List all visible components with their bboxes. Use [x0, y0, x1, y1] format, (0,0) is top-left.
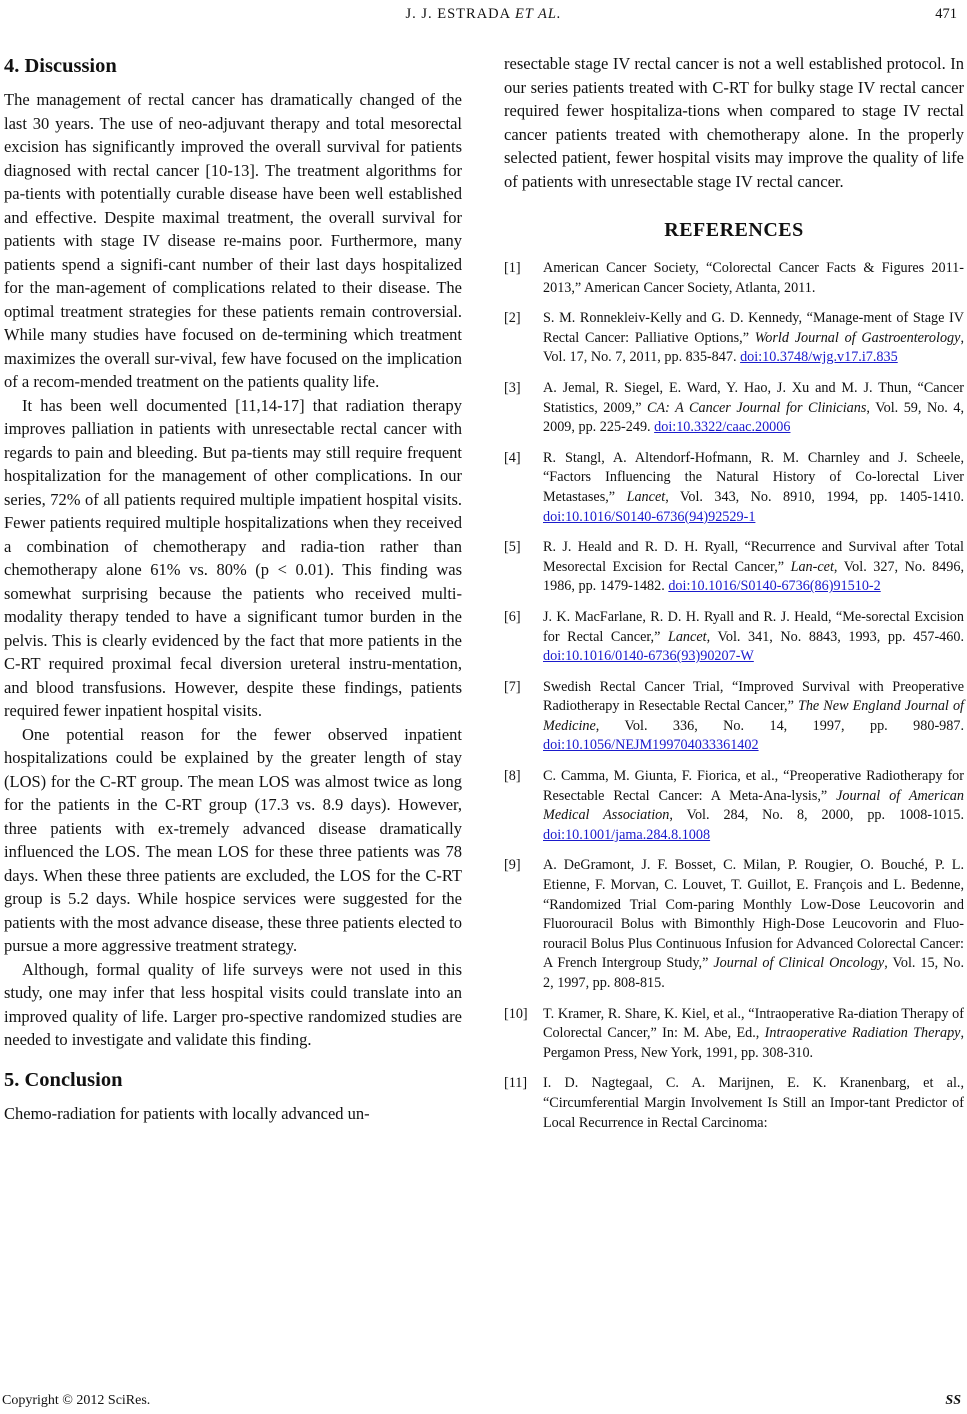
- reference-details: , Vol. 59, No. 4, 2009, pp. 225-249.: [543, 399, 964, 436]
- reference-text: [543, 678, 964, 756]
- reference-text: [543, 538, 964, 597]
- reference-details: , Vol. 17, No. 7, 2011, pp. 835-847.: [543, 329, 964, 366]
- conclusion-heading: 5. Conclusion: [4, 1068, 123, 1091]
- reference-source-title: Lancet: [667, 628, 707, 645]
- reference-number: [7]: [504, 678, 521, 695]
- reference-citation: Swedish Rectal Cancer Trial, “Improved Survival with Preoperative Radiotherapy in Resectable Rectal Cancer,”: [543, 678, 964, 715]
- running-head: [0, 4, 967, 24]
- reference-text: [543, 259, 964, 298]
- reference-text: [543, 309, 964, 368]
- reference-number: [10]: [504, 1005, 528, 1022]
- reference-item: [504, 259, 964, 298]
- reference-item: [504, 309, 964, 368]
- reference-number: [3]: [504, 379, 521, 396]
- references-heading: REFERENCES: [664, 219, 804, 241]
- reference-item: [504, 678, 964, 756]
- reference-source-title: CA: A Cancer Journal for Clinicians: [647, 399, 867, 416]
- discussion-heading: 4. Discussion: [4, 55, 117, 77]
- page-number: 471: [935, 6, 957, 22]
- reference-number: [4]: [504, 449, 521, 466]
- author-prefix: J. J. ESTRADA: [405, 6, 511, 22]
- discussion-paragraph: The management of rectal cancer has dramatically changed of the last 30 years. The use of neo-adjuvant therapy and total mesorectal excision has significantly improved the overall survival for patients diagnosed with rectal cancer [10-13]. The treatment algorithms for pa-tients with potentially curable disease have been well established and effective. Despite maximal treatment, the overall survival for patients with stage IV disease re-mains poor. Furthermore, many patients spend a signifi-cant number of their last days hospitalized for the man-agement of complications related to their disease. The optimal treatment strategies for these patients remain controversial. While many studies have focused on de-termining which treatment maximizes the overall sur-vival, few have focused on the implication of a recom-mended treatment on the patients quality life.: [4, 90, 462, 391]
- reference-source-title: Intraoperative Radiation Therapy: [764, 1025, 961, 1042]
- discussion-paragraph: One potential reason for the fewer observed inpatient hospitalizations could be explained by the greater length of stay (LOS) for the C-RT group. The mean LOS was almost twice as long for the patients in the C-RT group (17.3 vs. 8.9 days). However, three patients with ex-tremely advanced disease dramatically influenced the LOS. The mean LOS for these three patients was 78 days. When these three patients are excluded, the LOS for the C-RT group is 5.2 days. While hospice services were suggested for the patients with the most advance disease, these three patients elected to pursue a more aggressive treatment strategy.: [4, 724, 462, 955]
- reference-doi-link[interactable]: doi:10.1016/0140-6736(93)90207-W: [543, 648, 754, 665]
- conclusion-text-continued: resectable stage IV rectal cancer is not a well established protocol. In our series patients treated with C-RT for bulky stage IV rectal cancer required fewer hospitaliza-tions when compared to stage IV rectal cancer patients treated with chemotherapy alone. In the properly selected patient, fewer hospital visits may improve the quality of life of patients with unresectable stage IV rectal cancer.: [504, 54, 964, 191]
- journal-abbrev: SS: [945, 1393, 961, 1408]
- reference-text: [543, 449, 964, 527]
- running-head-author: [0, 4, 967, 24]
- reference-item: [504, 1005, 964, 1064]
- reference-number: [8]: [504, 768, 521, 785]
- reference-citation: R. Stangl, A. Altendorf-Hofmann, R. M. Charnley and J. Scheele, “Factors Influencing the Natural History of Co-lorectal Liver Metastases,”: [543, 449, 964, 505]
- author-suffix: ET AL.: [514, 6, 562, 22]
- reference-number: [2]: [504, 310, 521, 327]
- reference-item: [504, 608, 964, 667]
- reference-citation: I. D. Nagtegaal, C. A. Marijnen, E. K. Kranenbarg, et al., “Circumferential Margin Involvement Is Still an Impor-tant Predictor of Local Recurrence in Rectal Carcinoma:: [543, 1075, 964, 1131]
- reference-citation: R. J. Heald and R. D. H. Ryall, “Recurrence and Survival after Total Mesorectal Excision for Rectal Cancer,”: [543, 539, 964, 575]
- reference-doi-link[interactable]: doi:10.1016/S0140-6736(86)91510-2: [668, 578, 881, 595]
- reference-citation: S. M. Ronnekleiv-Kelly and G. D. Kennedy, “Manage-ment of Stage IV Rectal Cancer: Palliative Options,”: [543, 310, 964, 346]
- right-column: [504, 52, 964, 1144]
- reference-list: [504, 259, 964, 1133]
- reference-citation: J. K. MacFarlane, R. D. H. Ryall and R. J. Heald, “Me-sorectal Excision for Rectal Cancer,”: [543, 608, 964, 645]
- reference-doi-link[interactable]: doi:10.1056/NEJM199704033361402: [543, 737, 759, 754]
- reference-item: [504, 449, 964, 527]
- reference-source-title: World Journal of Gastroenterology: [754, 329, 961, 346]
- reference-details: , Vol. 284, No. 8, 2000, pp. 1008-1015.: [669, 807, 964, 824]
- reference-item: [504, 856, 964, 993]
- reference-doi-link[interactable]: doi:10.3322/caac.20006: [654, 419, 791, 436]
- reference-details: , Vol. 336, No. 14, 1997, pp. 980-987.: [595, 717, 964, 734]
- reference-number: [9]: [504, 857, 521, 874]
- reference-number: [5]: [504, 539, 521, 556]
- conclusion-text-start: Chemo-radiation for patients with locally advanced un-: [4, 1103, 370, 1123]
- reference-text: [543, 767, 964, 845]
- copyright-notice: Copyright © 2012 SciRes.: [2, 1393, 151, 1408]
- reference-number: [6]: [504, 608, 521, 625]
- reference-text: [543, 1005, 964, 1064]
- reference-details: , Vol. 327, No. 8496, 1986, pp. 1479-1482.: [543, 558, 964, 595]
- reference-citation: C. Camma, M. Giunta, F. Fiorica, et al., “Preoperative Radiotherapy for Resectable Rectal Cancer: A Meta-Ana-lysis,”: [543, 768, 964, 804]
- reference-text: [543, 608, 964, 667]
- reference-details: , Vol. 15, No. 2, 1997, pp. 808-815.: [543, 955, 964, 991]
- reference-source-title: Journal of Clinical Oncology: [713, 955, 885, 972]
- reference-item: [504, 767, 964, 845]
- reference-doi-link[interactable]: doi:10.1016/S0140-6736(94)92529-1: [543, 508, 756, 525]
- reference-details: , Pergamon Press, New York, 1991, pp. 308-310.: [543, 1025, 965, 1061]
- reference-source-title: Journal of American Medical Association: [543, 787, 964, 824]
- reference-citation: American Cancer Society, “Colorectal Cancer Facts & Figures 2011-2013,” American Cancer Society, Atlanta, 2011.: [543, 260, 964, 296]
- discussion-paragraph: Although, formal quality of life surveys were not used in this study, one may infer that less hospital visits could translate into an improved quality of life. Larger pro-spective randomized studies are needed to investigate and validate this finding.: [4, 959, 462, 1049]
- reference-number: [1]: [504, 260, 521, 276]
- reference-item: [504, 538, 964, 597]
- reference-source-title: The New England Journal of Medicine: [543, 698, 964, 734]
- reference-number: [11]: [504, 1075, 528, 1092]
- reference-citation: A. Jemal, R. Siegel, E. Ward, Y. Hao, J. Xu and M. J. Thun, “Cancer Statistics, 2009,”: [543, 379, 964, 416]
- discussion-paragraph: It has been well documented [11,14-17] that radiation therapy improves palliation in patients with unresectable rectal cancer with regards to pain and bleeding. But pa-tients may still require frequent hospitalization for the management of other complications. In our series, 72% of all patients required multiple impatient hospital visits. Fewer patients required multiple hospitalizations when they received a combination of chemotherapy and radia-tion rather than chemotherapy alone 61% vs. 80% (p < 0.01). This finding was somewhat surprising because the patients who received multi-modality therapy tended to have a significant tumor burden in the pelvis. This is clearly evidenced by the fact that more patients in the C-RT required proximal fecal diversion ureteral instru-mentation, and blood transfusions. However, despite these findings, patients required fewer inpatient hospital visits.: [4, 395, 462, 720]
- reference-details: , Vol. 343, No. 8910, 1994, pp. 1405-1410.: [665, 488, 964, 505]
- reference-text: [543, 1074, 964, 1133]
- left-column: [4, 52, 462, 1125]
- page-footer: [0, 1391, 967, 1411]
- reference-details: , Vol. 341, No. 8843, 1993, pp. 457-460.: [706, 628, 964, 645]
- reference-source-title: Lan-cet: [790, 558, 834, 575]
- reference-item: [504, 379, 964, 438]
- reference-source-title: Lancet: [626, 488, 666, 505]
- reference-citation: A. DeGramont, J. F. Bosset, C. Milan, P. Rougier, O. Bouché, P. L. Etienne, F. Morvan, C. Louvet, T. Guillot, E. François and L. Bedenne, “Randomized Trial Com-paring Monthly Low-Dose Leucovorin and Fluorouracil Bolus with Bimonthly High-Dose Leucovorin and Fluo-rouracil Bolus Plus Continuous Infusion for Advanced Colorectal Cancer: A French Intergroup Study,”: [543, 857, 964, 972]
- reference-item: [504, 1074, 964, 1133]
- reference-text: [543, 856, 964, 993]
- reference-text: [543, 379, 964, 438]
- reference-citation: T. Kramer, R. Share, K. Kiel, et al., “Intraoperative Ra-diation Therapy of Colorectal Cancer,” In: M. Abe, Ed.,: [543, 1005, 964, 1042]
- reference-doi-link[interactable]: doi:10.3748/wjg.v17.i7.835: [740, 349, 898, 366]
- reference-doi-link[interactable]: doi:10.1001/jama.284.8.1008: [543, 826, 711, 843]
